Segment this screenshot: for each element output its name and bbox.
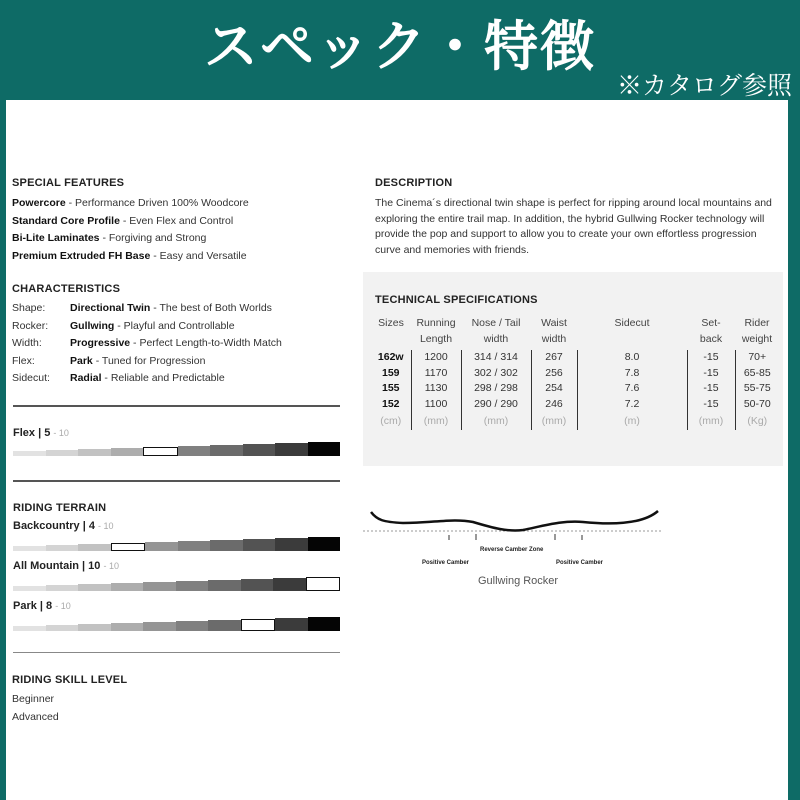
terrain-value: Park | 8 xyxy=(13,600,53,612)
spec-cell: 302 / 302 xyxy=(461,366,531,382)
flex-value: Flex | 5 xyxy=(13,427,51,439)
terrain-max: - 10 xyxy=(98,521,114,531)
spec-unit: (m) xyxy=(577,412,687,430)
feature-item xyxy=(12,248,249,266)
park-scale xyxy=(13,617,340,631)
spec-unit: (mm) xyxy=(411,412,461,430)
riding-terrain-heading: RIDING TERRAIN xyxy=(13,502,107,514)
scale-segment xyxy=(46,545,79,551)
spec-cell: 8.0 xyxy=(577,350,687,366)
spec-column-header xyxy=(461,316,531,350)
spec-column-header xyxy=(531,316,577,350)
spec-cell: -15 xyxy=(687,366,735,382)
feature-name: Bi-Lite Laminates xyxy=(12,232,100,244)
spec-unit: (Kg) xyxy=(747,415,768,427)
scale-segment xyxy=(111,448,144,456)
spec-unit: (mm) xyxy=(687,412,735,430)
spec-cell: 50-70 xyxy=(743,397,771,410)
description-heading: DESCRIPTION xyxy=(375,177,453,189)
skill-beginner: Beginner xyxy=(12,693,55,705)
header-line: Rider xyxy=(744,317,770,329)
reverse-camber-bracket xyxy=(476,534,555,540)
scale-segment xyxy=(275,443,308,456)
reverse-camber-label: Reverse Camber Zone xyxy=(480,547,544,553)
scale-segment xyxy=(46,625,79,631)
scale-segment xyxy=(210,445,243,456)
characteristic-label: Shape: xyxy=(12,302,46,314)
spec-row xyxy=(371,350,779,366)
characteristic-label: Rocker: xyxy=(12,319,49,332)
rocker-title: Gullwing Rocker xyxy=(478,575,559,587)
scale-segment xyxy=(308,537,341,551)
characteristic-label: Sidecut: xyxy=(12,372,50,384)
spec-cell: 65-85 xyxy=(743,366,771,379)
divider xyxy=(13,652,340,653)
characteristic-desc: - Tuned for Progression xyxy=(92,354,206,367)
scale-marker xyxy=(306,577,341,591)
scale-segment xyxy=(143,582,176,591)
spec-column-header xyxy=(735,316,779,350)
scale-segment xyxy=(308,442,341,456)
flex-label xyxy=(13,427,69,439)
feature-name: Premium Extruded FH Base xyxy=(12,249,151,262)
spec-units-row xyxy=(371,412,779,430)
spec-cell: 55-75 xyxy=(743,382,771,394)
spec-cell: 7.2 xyxy=(577,397,687,413)
scale-segment xyxy=(78,584,111,591)
spec-cell: 246 xyxy=(531,397,577,413)
flex-max: - 10 xyxy=(53,428,69,438)
spec-row xyxy=(371,381,779,397)
characteristic-label: Width: xyxy=(12,337,42,349)
header-line: width xyxy=(483,332,509,345)
spec-cell: -15 xyxy=(687,397,735,413)
header-line: back xyxy=(699,332,723,345)
characteristic-value: Gullwing xyxy=(70,319,115,332)
characteristic-desc: - Playful and Controllable xyxy=(114,319,235,332)
feature-item xyxy=(12,230,249,248)
scale-segment xyxy=(111,623,144,631)
scale-marker xyxy=(143,447,178,456)
spec-cell: 254 xyxy=(531,381,577,397)
divider xyxy=(13,480,340,482)
header-line: Set- xyxy=(701,317,721,329)
scale-segment xyxy=(13,546,46,551)
spec-cell: 1170 xyxy=(411,366,461,382)
feature-item xyxy=(12,195,249,213)
positive-camber-right: Positive Camber xyxy=(556,560,604,566)
characteristic-row xyxy=(12,300,282,318)
special-features-heading: SPECIAL FEATURES xyxy=(12,177,125,189)
tech-specs-table xyxy=(371,316,779,430)
terrain-max: - 10 xyxy=(55,601,71,611)
tech-specs-panel xyxy=(363,272,783,466)
header-line: Length xyxy=(419,332,453,345)
characteristic-label: Flex: xyxy=(12,354,35,367)
feature-desc: - Even Flex and Control xyxy=(119,214,234,227)
characteristic-value: Park xyxy=(70,354,93,367)
spec-sheet xyxy=(6,100,788,800)
scale-segment xyxy=(275,618,308,631)
spec-column-header xyxy=(411,316,461,350)
backcountry-label xyxy=(13,520,114,532)
characteristic-value: Progressive xyxy=(70,337,131,349)
header-line: Sizes xyxy=(378,317,404,329)
skill-advanced: Advanced xyxy=(12,711,59,723)
terrain-max: - 10 xyxy=(103,561,119,571)
terrain-value: Backcountry | 4 xyxy=(13,520,95,532)
characteristic-row xyxy=(12,353,282,371)
spec-cell: 314 / 314 xyxy=(461,350,531,366)
spec-cell: 256 xyxy=(531,366,577,382)
spec-cell: 267 xyxy=(531,350,577,366)
scale-segment xyxy=(143,622,176,631)
characteristic-value: Directional Twin xyxy=(70,302,151,314)
all-mountain-label xyxy=(13,560,119,572)
catalog-note: ※カタログ参照 xyxy=(616,72,792,100)
scale-marker xyxy=(111,543,146,551)
scale-segment xyxy=(176,621,209,631)
scale-marker xyxy=(241,619,276,631)
scale-segment xyxy=(273,578,306,591)
spec-unit: (cm) xyxy=(371,412,411,430)
scale-segment xyxy=(78,544,111,551)
positive-camber-left: Positive Camber xyxy=(422,560,470,566)
header-line: Running xyxy=(416,317,456,329)
board-profile xyxy=(371,511,658,531)
spec-row xyxy=(371,366,779,382)
scale-segment xyxy=(208,620,241,631)
spec-cell: 290 / 290 xyxy=(461,397,531,413)
characteristic-row xyxy=(12,335,282,353)
tech-specs-heading: TECHNICAL SPECIFICATIONS xyxy=(375,294,538,306)
characteristic-desc: - Perfect Length-to-Width Match xyxy=(130,337,282,349)
spec-cell: 7.6 xyxy=(577,381,687,397)
characteristic-desc: - The best of Both Worlds xyxy=(150,302,272,314)
spec-cell: 70+ xyxy=(748,351,767,363)
scale-segment xyxy=(46,450,79,456)
scale-segment xyxy=(176,581,209,591)
spec-unit: (mm) xyxy=(461,412,531,430)
page-title: スペック・特徴 xyxy=(204,17,596,77)
spec-cell: 155 xyxy=(371,381,411,397)
header-line: Sidecut xyxy=(614,317,650,329)
spec-cell: 152 xyxy=(371,397,411,413)
header-line: Nose / Tail xyxy=(471,317,521,329)
scale-segment xyxy=(275,538,308,551)
header-line: weight xyxy=(741,332,773,345)
scale-segment xyxy=(78,624,111,631)
characteristics-list xyxy=(12,300,282,388)
scale-segment xyxy=(308,617,341,631)
characteristic-row xyxy=(12,370,282,388)
spec-cell: 159 xyxy=(371,366,411,382)
spec-cell: 1130 xyxy=(411,381,461,397)
flex-scale xyxy=(13,442,340,456)
scale-segment xyxy=(178,446,211,456)
characteristic-value: Radial xyxy=(70,372,102,384)
spec-header-row xyxy=(371,316,779,350)
characteristic-row xyxy=(12,318,282,336)
spec-cell: 1200 xyxy=(411,350,461,366)
spec-cell: -15 xyxy=(687,350,735,366)
spec-column-header xyxy=(577,316,687,350)
scale-segment xyxy=(13,451,46,456)
characteristic-desc: - Reliable and Predictable xyxy=(101,372,225,384)
all-mountain-scale xyxy=(13,577,340,591)
scale-segment xyxy=(210,540,243,551)
divider xyxy=(13,405,340,407)
feature-desc: - Performance Driven 100% Woodcore xyxy=(65,197,249,209)
scale-segment xyxy=(46,585,79,591)
skill-heading: RIDING SKILL LEVEL xyxy=(12,674,128,686)
scale-segment xyxy=(145,542,178,551)
feature-item xyxy=(12,213,249,231)
spec-unit: (mm) xyxy=(531,412,577,430)
scale-segment xyxy=(208,580,241,591)
feature-name: Powercore xyxy=(12,197,66,209)
description-text: The Cinema´s directional twin shape is perfect for ripping around local mountains and exploring the entire trail map. In addition, the hybrid Gullwing Rocker technology will provide the pop and support to allow you to create your own effortless progression curve and memories with friends. xyxy=(375,197,772,256)
spec-column-header xyxy=(371,316,411,350)
spec-cell: 1100 xyxy=(411,397,461,413)
special-features-list xyxy=(12,195,249,265)
header-line: width xyxy=(541,332,567,345)
scale-segment xyxy=(243,539,276,551)
spec-cell: -15 xyxy=(687,381,735,397)
spec-cell: 162w xyxy=(371,350,411,366)
header-line: Waist xyxy=(541,317,567,329)
scale-segment xyxy=(13,626,46,631)
scale-segment xyxy=(13,586,46,591)
scale-segment xyxy=(241,579,274,591)
characteristics-heading: CHARACTERISTICS xyxy=(12,283,121,295)
feature-name: Standard Core Profile xyxy=(12,214,120,227)
park-label xyxy=(13,600,71,612)
scale-segment xyxy=(78,449,111,456)
spec-column-header xyxy=(687,316,735,350)
spec-row xyxy=(371,397,779,413)
scale-segment xyxy=(178,541,211,551)
feature-desc: - Easy and Versatile xyxy=(150,249,247,262)
spec-cell: 7.8 xyxy=(577,366,687,382)
terrain-value: All Mountain | 10 xyxy=(13,560,101,572)
gullwing-rocker-diagram xyxy=(363,490,663,540)
feature-desc: - Forgiving and Strong xyxy=(99,232,207,244)
scale-segment xyxy=(243,444,276,456)
spec-cell: 298 / 298 xyxy=(461,381,531,397)
backcountry-scale xyxy=(13,537,340,551)
scale-segment xyxy=(111,583,144,591)
